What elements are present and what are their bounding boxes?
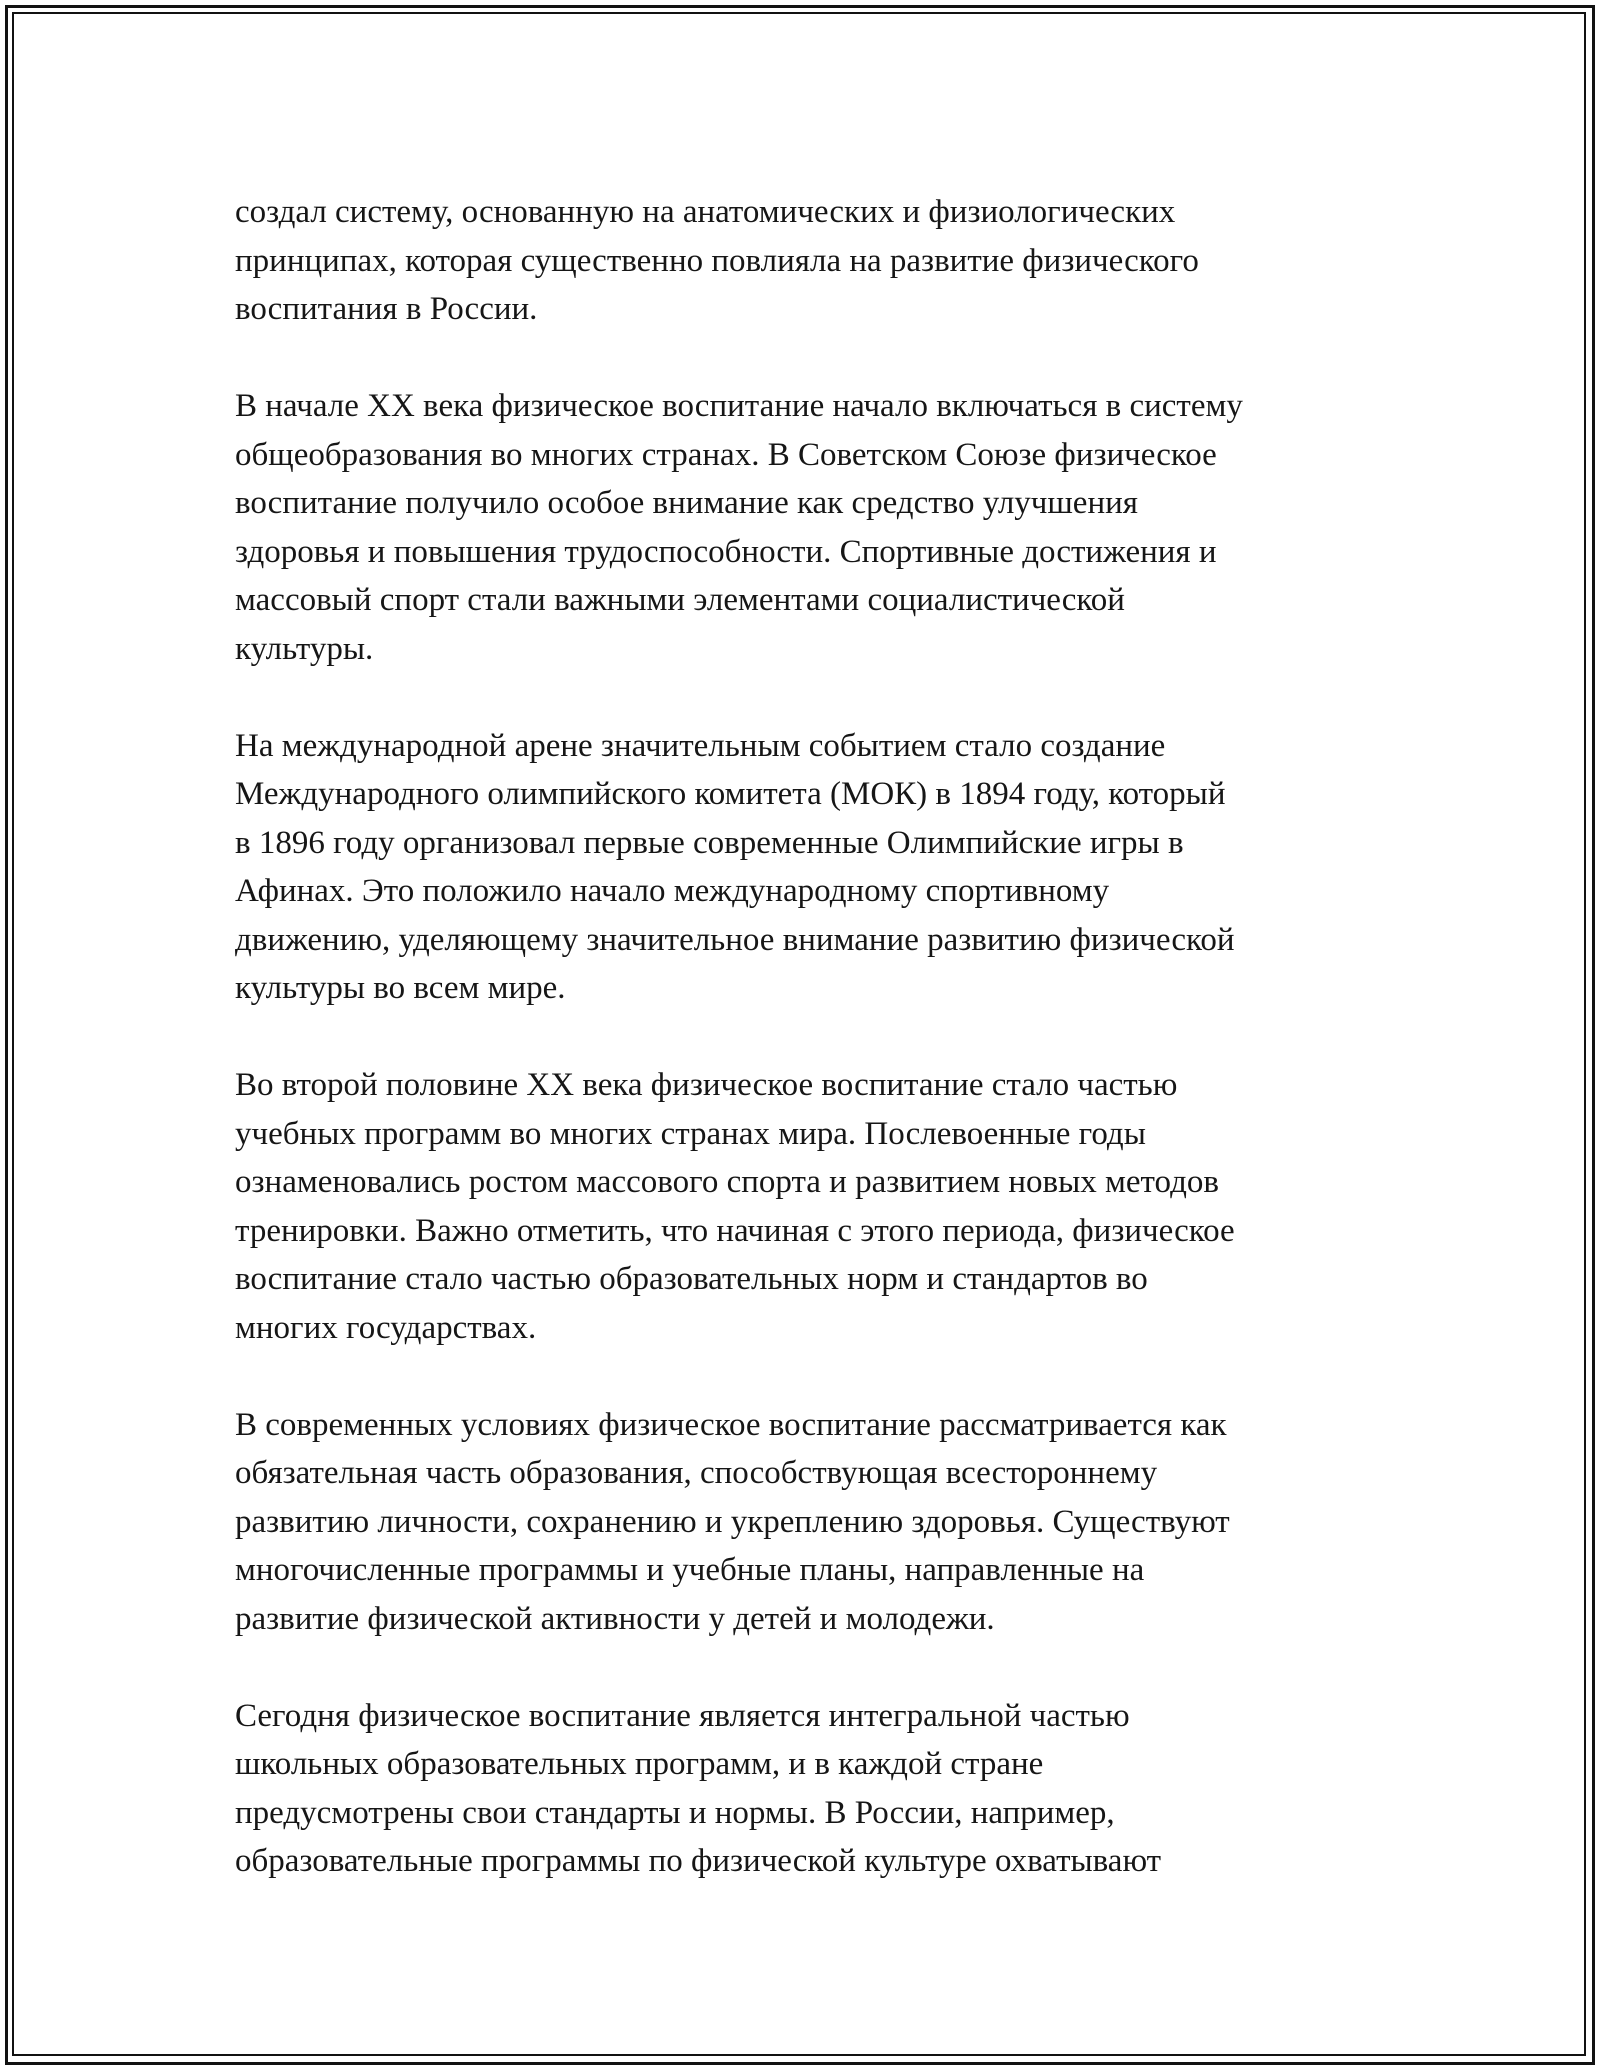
text-line: обязательная часть образования, способствующая всестороннему xyxy=(235,1455,1158,1491)
text-line: Международного олимпийского комитета (МОК) в 1894 году, который xyxy=(235,776,1226,812)
text-line: культуры во всем мире. xyxy=(235,970,566,1006)
document-body xyxy=(235,188,1385,1886)
text-line: образовательные программы по физической культуре охватывают xyxy=(235,1843,1162,1879)
text-line: воспитание получило особое внимание как средство улучшения xyxy=(235,485,1138,521)
paragraph-1 xyxy=(235,188,1385,334)
paragraph-6 xyxy=(235,1692,1385,1886)
text-line: многих государствах. xyxy=(235,1309,537,1346)
text-line: общеобразования во многих странах. В Советском Союзе физическое xyxy=(235,436,1217,473)
text-line: В начале XX века физическое воспитание начало включаться в систему xyxy=(235,388,1243,424)
text-line: создал систему, основанную на анатомических и физиологических xyxy=(235,194,1176,230)
text-line: воспитания в России. xyxy=(235,291,538,327)
text-line: массовый спорт стали важными элементами социалистической xyxy=(235,582,1125,618)
text-line: Во второй половине XX века физическое воспитание стало частью xyxy=(235,1067,1178,1103)
text-line: предусмотрены свои стандарты и нормы. В России, например, xyxy=(235,1794,1115,1831)
paragraph-5 xyxy=(235,1401,1385,1644)
text-line: воспитание стало частью образовательных норм и стандартов во xyxy=(235,1261,1148,1297)
text-line: Афинах. Это положило начало международному спортивному xyxy=(235,873,1110,909)
text-line: тренировки. Важно отметить, что начиная с этого периода, физическое xyxy=(235,1212,1235,1249)
text-line: школьных образовательных программ, и в каждой стране xyxy=(235,1746,1044,1782)
text-line: ознаменовались ростом массового спорта и развитием новых методов xyxy=(235,1164,1219,1200)
text-line: в 1896 году организовал первые современные Олимпийские игры в xyxy=(235,824,1184,861)
text-line: учебных программ во многих странах мира. Послевоенные годы xyxy=(235,1115,1146,1152)
paragraph-4 xyxy=(235,1061,1385,1352)
text-line: развитие физической активности у детей и молодежи. xyxy=(235,1600,995,1637)
text-line: На международной арене значительным событием стало создание xyxy=(235,727,1166,764)
text-line: здоровья и повышения трудоспособности. Спортивные достижения и xyxy=(235,533,1217,570)
text-line: развитию личности, сохранению и укреплению здоровья. Существуют xyxy=(235,1503,1230,1540)
paragraph-3 xyxy=(235,722,1385,1013)
text-line: Сегодня физическое воспитание является интегральной частью xyxy=(235,1697,1130,1734)
paragraph-2 xyxy=(235,382,1385,673)
text-line: культуры. xyxy=(235,630,374,667)
text-line: многочисленные программы и учебные планы, направленные на xyxy=(235,1552,1145,1588)
text-line: В современных условиях физическое воспитание рассматривается как xyxy=(235,1406,1227,1443)
text-line: движению, уделяющему значительное внимание развитию физической xyxy=(235,921,1235,958)
text-line: принципах, которая существенно повлияла на развитие физического xyxy=(235,242,1199,279)
